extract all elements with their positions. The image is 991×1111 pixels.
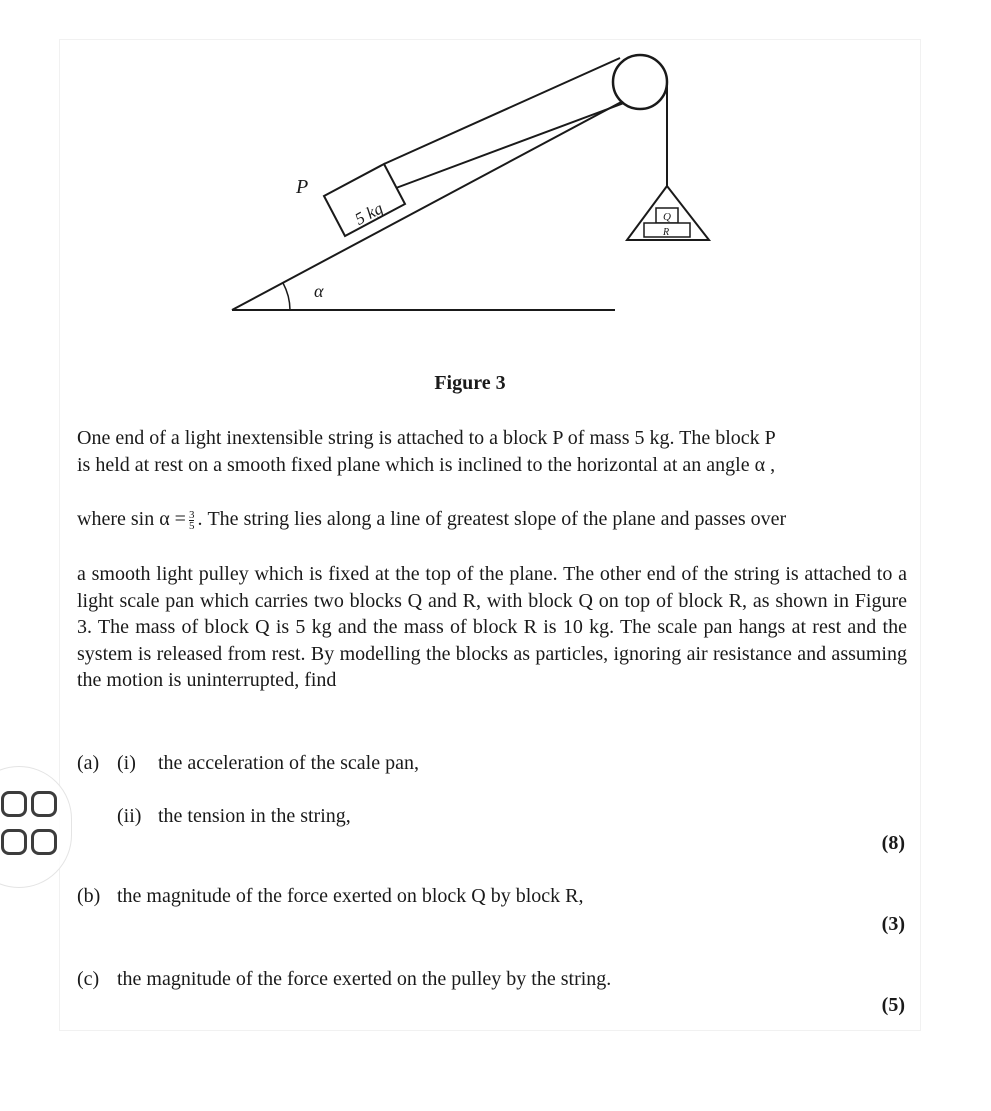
question-paragraph-1 xyxy=(77,425,907,478)
label-r: R xyxy=(663,227,670,238)
sin-alpha-prefix: where sin α = xyxy=(77,508,186,530)
string-lower xyxy=(396,100,632,188)
paragraph-1-line-1: One end of a light inextensible string is attached to a block P of mass 5 kg. The block P xyxy=(77,427,776,449)
figure-3-diagram xyxy=(0,0,991,360)
inclined-plane xyxy=(232,100,625,310)
question-paragraph-2 xyxy=(77,506,907,533)
grid-square-icon xyxy=(1,829,27,855)
part-b-marks: (3) xyxy=(881,913,905,935)
sin-numerator: 3 xyxy=(188,508,195,521)
angle-label: α xyxy=(314,281,324,301)
grid-square-icon xyxy=(31,829,57,855)
pulley xyxy=(613,55,667,109)
part-a-ii xyxy=(117,803,351,829)
part-c-text: the magnitude of the force exerted on the pulley by the string. xyxy=(117,968,612,990)
paragraph-1-line-2: is held at rest on a smooth fixed plane which is inclined to the horizontal at an angle α , xyxy=(77,453,776,476)
part-a-i xyxy=(77,750,419,776)
sin-fraction xyxy=(189,510,195,531)
part-b xyxy=(77,883,584,909)
angle-arc xyxy=(283,283,290,310)
part-a-label: (a) xyxy=(77,752,100,774)
block-mass-label: 5 kg xyxy=(351,198,387,229)
part-c-label: (c) xyxy=(77,968,100,990)
part-b-text: the magnitude of the force exerted on block Q by block R, xyxy=(117,885,584,907)
label-q: Q xyxy=(663,211,671,223)
part-a-marks: (8) xyxy=(881,832,905,854)
part-a-i-label: (i) xyxy=(117,752,136,774)
paragraph-2-suffix: . The string lies along a line of greatest slope of the plane and passes over xyxy=(197,508,787,530)
part-c-marks: (5) xyxy=(881,994,905,1016)
grid-square-icon xyxy=(31,791,57,817)
figure-caption: Figure 3 xyxy=(434,372,506,394)
question-paragraph-3: a smooth light pulley which is fixed at the top of the plane. The other end of the string is attached to a light scale pan which carries two blocks Q and R, with block Q on top of block R, as shown in Figure 3. The mass of block Q is 5 kg and the mass of block R is 10 kg. The scale pan hangs at rest and the system is released from rest. By modelling the blocks as particles, ignoring air resistance and assuming the motion is uninterrupted, find xyxy=(77,563,907,691)
part-a-ii-text: the tension in the string, xyxy=(158,805,351,827)
sin-denominator: 5 xyxy=(188,519,195,532)
part-c xyxy=(77,966,611,992)
part-b-label: (b) xyxy=(77,885,101,907)
label-p: P xyxy=(296,176,309,198)
grid-square-icon xyxy=(1,791,27,817)
part-a-ii-label: (ii) xyxy=(117,805,142,827)
part-a-i-text: the acceleration of the scale pan, xyxy=(158,752,419,774)
